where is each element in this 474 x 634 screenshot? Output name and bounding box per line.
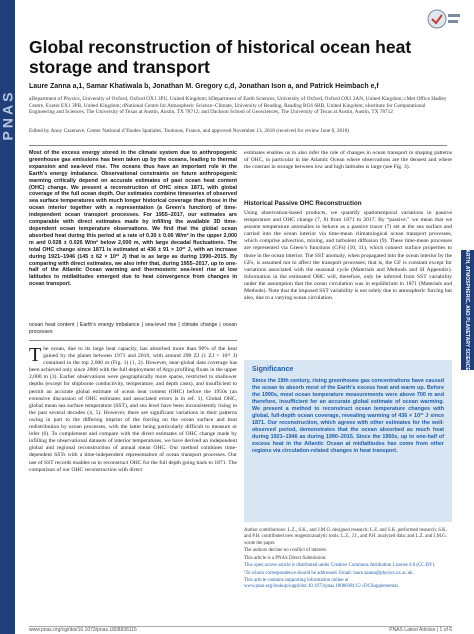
note-direct-submission: This article is a PNAS Direct Submission. bbox=[244, 555, 327, 561]
keywords: ocean heat content | Earth’s energy imbalance | sea-level rise | climate change | ocean processes bbox=[29, 322, 237, 335]
section-side-band-text: EARTH, ATMOSPHERIC, AND PLANETARY SCIENCES bbox=[464, 245, 471, 375]
right-column-continuation: estimates enables us to also infer the role of changes in ocean transport in shaping patterns of OHC, in particular in the Atlantic Ocean where observations are the densest and where the contrast in storage between low and high latitudes is large (see Fig. 3). bbox=[244, 150, 452, 171]
note-author-contributions: Author contributions: L.Z., S.K., and J.M.G. designed research; L.Z. and S.K. performed research; S.K. and P.H. contributed new reagents/analytic tools; L.Z., J.I., and P.H. analyzed data; and L.Z. and J.M.G. wrote the paper. bbox=[244, 528, 447, 546]
journal-side-band bbox=[0, 0, 15, 634]
page-indicator: PNAS Latest Articles | 1 of 6 bbox=[389, 627, 452, 633]
note-conflict: The authors declare no conflict of interest. bbox=[244, 548, 327, 554]
header-divider bbox=[29, 145, 447, 146]
significance-heading: Significance bbox=[252, 366, 294, 373]
abstract: Most of the excess energy stored in the climate system due to anthropogenic greenhouse gas emissions has been taken up by the oceans, leading to thermal expansion and sea-level rise. The oceans thus have an important role in the Earth’s energy imbalance. Observational constraints on future anthropogenic warming critically depend on accurate estimates of past ocean heat content (OHC) change. We present a reconstruction of OHC since 1871, with global coverage of the full ocean depth. Our estimates combine timeseries of observed sea surface temperatures with much longer historical coverage than those in the ocean interior together with a representation (a Green’s function) of time-independent ocean transport processes. For 1955–2017, our estimates are comparable with direct estimates made by infilling the available 3D time-dependent ocean temperature observations. We find that the global ocean absorbed heat during this period at a rate of 0.30 ± 0.06 W/m² in the upper 2,000 m and 0.028 ± 0.026 W/m² below 2,000 m, with large decadal fluctuations. The total OHC change since 1871 is estimated at 436 ± 91 × 10²¹ J, with an increase during 1921–1946 (145 ± 62 × 10²¹ J) that is as large as during 1990–2015. By comparing with direct estimates, we also infer that, during 1955–2017, up to one-half of the Atlantic Ocean warming and thermosteric sea-level rise at low latitudes to midlatitudes emerged due to heat convergence from changes in ocean transport. bbox=[29, 150, 237, 288]
significance-text: Since the 19th century, rising greenhouse gas concentrations have caused the ocean to absorb most of the Earth’s excess heat and warm up. Before the 1990s, most ocean temperature measurements were above 700 m and therefore, insufficient for an accurate global estimate of ocean warming. We present a method to reconstruct ocean temperature changes with global, full-depth ocean coverage, revealing warming of 436 × 10²¹ J since 1871. Our reconstruction, which agrees with other estimates for the well-observed period, demonstrates that the ocean absorbed as much heat during 1921–1946 as during 1990–2015. Since the 1950s, up to one-half of excess heat in the Atlantic Ocean at midlatitudes has come from other regions via circulation-related changes in heat transport. bbox=[252, 378, 444, 454]
section-side-band bbox=[461, 245, 474, 375]
keywords-divider bbox=[29, 340, 237, 341]
article-notes bbox=[244, 528, 452, 592]
introduction-text: he ocean, due to its large heat capacity, has absorbed more than 90% of the heat gained by the planet between 1971 and 2010, with around 290 ZJ (1 ZJ = 10²¹ J) contained in the top 2,000 m (Fig. 1) (1, 2). However, near-global data coverage has been achieved only since 2006 with the full deployment of Argo profiling floats in the upper 2,000 m (3). Earlier observations were geographically more sparse, restricted to shallower depths (except for shipborne conductivity, temperature, and depth casts), and insufficient to permit an accurate global estimate of ocean heat content (OHC) before the 1950s (an extensive discussion of OHC estimates and associated errors is in ref. 1). Global OHC, global mean sea surface temperature (SST), and sea level have been inconsistently rising in the past several decades (4, 5). However, there are significant variations in their patterns owing in part to the differing imprint of the forcing on the ocean surface and heat redistribution by ocean processes, with the latter being particularly difficult to measure or infer (6). To complement and compare with the direct estimates of OHC change made by infilling the observational datasets of interior temperatures, we have derived an independent global and regional reconstruction of annual mean OHC. Our method combines time-dependent SSTs with a time-independent representation of ocean transport processes. Our use of SST records enables us to reconstruct OHC for the full depth going back to 1871. The comparison of our OHC reconstruction with direct bbox=[29, 346, 237, 473]
article-title: Global reconstruction of historical ocean heat storage and transport bbox=[29, 37, 412, 77]
doi-link[interactable]: www.pnas.org/cgi/doi/10.1073/pnas.1808838115 bbox=[29, 627, 137, 633]
drop-cap: T bbox=[29, 344, 42, 366]
journal-brand bbox=[0, 40, 15, 190]
note-supporting-info-link[interactable]: This article contains supporting information online at www.pnas.org/lookup/suppl/doi:10.1073/pnas.1808838115/-/DCSupplemental. bbox=[244, 578, 399, 590]
introduction bbox=[29, 346, 237, 474]
journal-brand-text: PNAS bbox=[0, 89, 16, 141]
check-for-updates-icon[interactable] bbox=[426, 8, 462, 30]
edited-by: Edited by Anny Cazenave, Center National d’Etudes Spatiales, Toulouse, France, and approved November 13, 2018 (received for review June 9, 2018) bbox=[29, 128, 350, 134]
note-correspondence-email[interactable]: ¹To whom correspondence should be addressed. Email: laure.zanna@physics.ox.ac.uk. bbox=[244, 570, 414, 576]
author-list: Laure Zanna a,1, Samar Khatiwala b, Jonathan M. Gregory c,d, Jonathan Ison a, and Patrick Heimbach e,f bbox=[29, 83, 379, 90]
significance-box bbox=[244, 360, 452, 522]
section-body: Using observation-based products, we quantify spatiotemporal variations in passive temperature and OHC change (7, 8) from 1871 to 2017. By “passive,” we mean that we assume temperature anomalies to behave as a passive tracer (7) set at the sea surface and carried into the ocean interior via time-mean climatological ocean transport processes, which comprise advection, mixing, and turbulent diffusion (9). These time-mean processes are represented via Green’s functions (GFs) (10, 11), which connect surface properties to those in the ocean interior. The SST anomaly, when propagated into the ocean interior by the GFs, is assumed not to affect the transport processes; that is, the GF is constant except for variations associated with the seasonal cycle (Materials and Methods and SI Appendix). Information in the estimated OHC will, therefore, only be inferred from SST variability under the assumption that the ocean circulation was in equilibrium in 1871 (Materials and Methods). Note that the imposed SST variability is not solely due to atmospheric forcing but also, due to a varying ocean circulation. bbox=[244, 210, 452, 302]
note-license-link[interactable]: This open access article is distributed under Creative Commons Attribution License 4.0 (CC BY). bbox=[244, 563, 436, 569]
affiliations: aDepartment of Physics, University of Oxford, Oxford OX1 3PU, United Kingdom; bDepartment of Earth Sciences, University of Oxford, Oxford OX1 3AN, United Kingdom; cMet Office Hadley Centre, Exeter EX1 3PB, United Kingdom; dNational Centre for Atmospheric Science–Climate, University of Reading, Reading RG6 6BB, United Kingdom; eInstitute for Computational Engineering and Sciences, The University of Texas at Austin, Austin, TX 78712; and fJackson School of Geosciences, The University of Texas at Austin, Austin, TX 78712 bbox=[29, 96, 447, 116]
section-heading: Historical Passive OHC Reconstruction bbox=[244, 200, 362, 207]
